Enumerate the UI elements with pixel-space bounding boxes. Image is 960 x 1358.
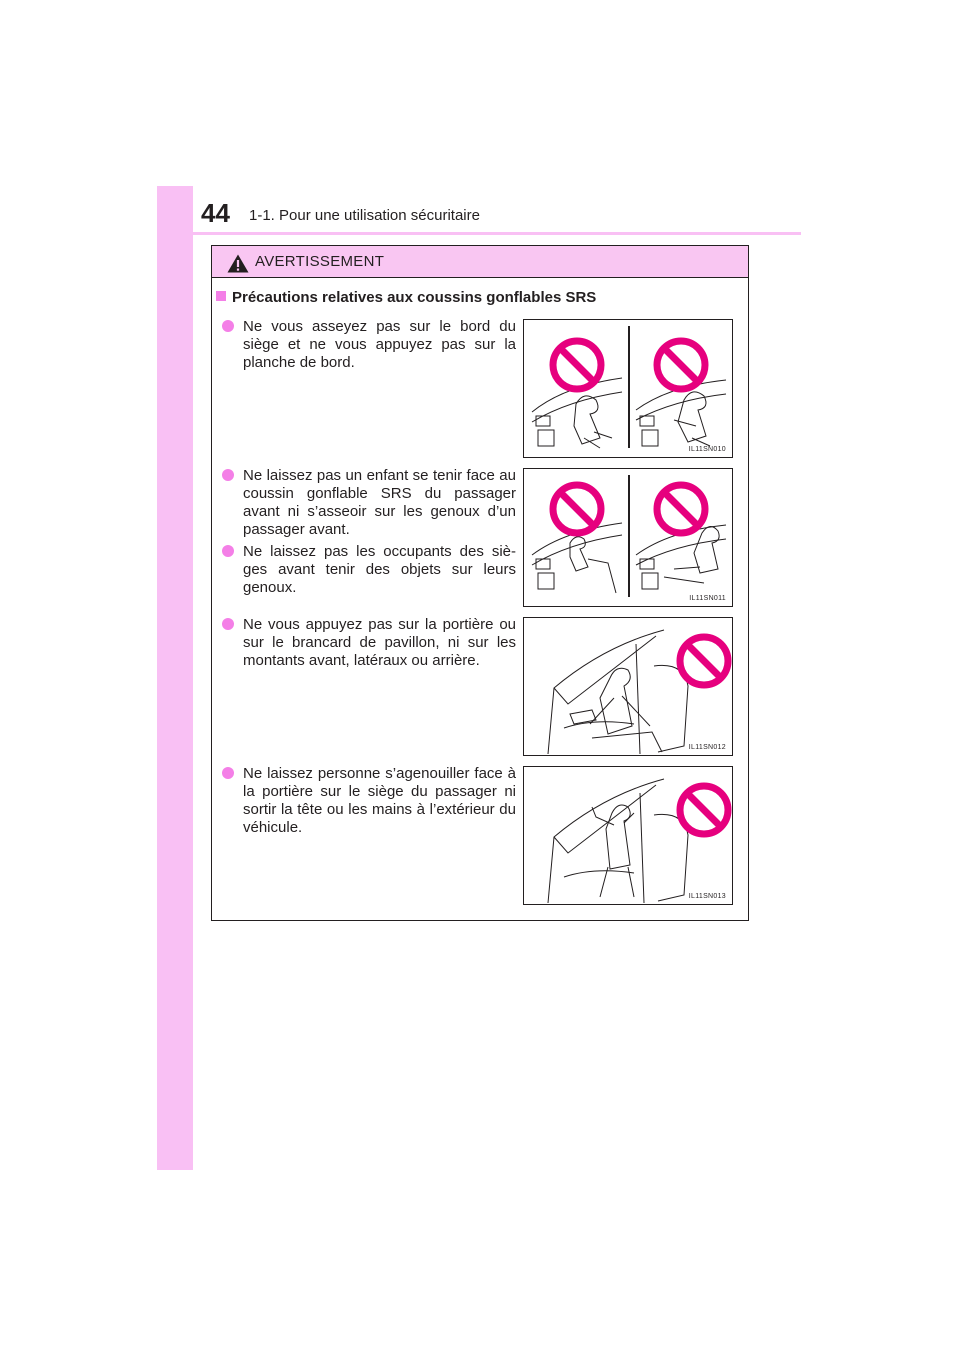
warning-title: AVERTISSEMENT	[255, 253, 385, 270]
bullet-dot-icon	[222, 320, 234, 332]
bullet-dot-icon	[222, 469, 234, 481]
kneel-door-drawing	[524, 767, 733, 905]
bullet-text: Ne laissez pas les occupants des siè-ges avant tenir des objets sur leurs genoux.	[243, 543, 516, 596]
square-bullet-icon	[216, 291, 226, 301]
warning-subheading	[216, 289, 596, 307]
figure-code: IL11SN011	[689, 595, 726, 602]
bullet-item	[222, 467, 516, 539]
warning-header	[212, 246, 748, 278]
page-number: 44	[201, 198, 230, 228]
prohibition-icon	[657, 341, 705, 389]
figure-code: IL11SN012	[688, 744, 726, 751]
child-airbag-drawing	[524, 469, 733, 607]
chapter-side-tab	[157, 186, 193, 1170]
bullet-text: Ne laissez pas un enfant se tenir face au coussin gonflable SRS du passager avant ni s’asseoir sur les genoux d’un passager avant.	[243, 467, 516, 538]
prohibition-icon	[680, 786, 728, 834]
bullet-dot-icon	[222, 767, 234, 779]
figure-code: IL11SN010	[688, 446, 726, 453]
bullet-dot-icon	[222, 618, 234, 630]
dashboard-lean-drawing	[524, 320, 733, 458]
bullet-dot-icon	[222, 545, 234, 557]
illustration-kneel-door	[523, 766, 733, 905]
bullet-text: Ne vous appuyez pas sur la portière ou sur le brancard de pavillon, ni sur les montants avant, latéraux ou arrière.	[243, 616, 516, 669]
bullet-item	[222, 765, 516, 837]
warning-box	[211, 245, 749, 921]
illustration-dashboard-lean	[523, 319, 733, 458]
prohibition-icon	[657, 485, 705, 533]
prohibition-icon	[553, 341, 601, 389]
prohibition-icon	[680, 637, 728, 685]
illustration-door-lean	[523, 617, 733, 756]
illustration-child-airbag	[523, 468, 733, 607]
header-divider	[193, 232, 801, 235]
bullet-item	[222, 616, 516, 670]
warning-triangle-icon	[227, 254, 249, 273]
bullet-item	[222, 318, 516, 372]
prohibition-icon	[553, 485, 601, 533]
door-lean-drawing	[524, 618, 733, 756]
bullet-text: Ne laissez personne s’agenouiller face à la portière sur le siège du passager ni sortir la tête ou les mains à l’extérieur du véhicule.	[243, 765, 516, 836]
bullet-text: Ne vous asseyez pas sur le bord du siège et ne vous appuyez pas sur la planche de bord.	[243, 318, 516, 371]
section-title: 1-1. Pour une utilisation sécuritaire	[249, 207, 480, 224]
figure-code: IL11SN013	[688, 893, 726, 900]
bullet-item	[222, 543, 516, 597]
subheading-text: Précautions relatives aux coussins gonflables SRS	[232, 289, 597, 306]
